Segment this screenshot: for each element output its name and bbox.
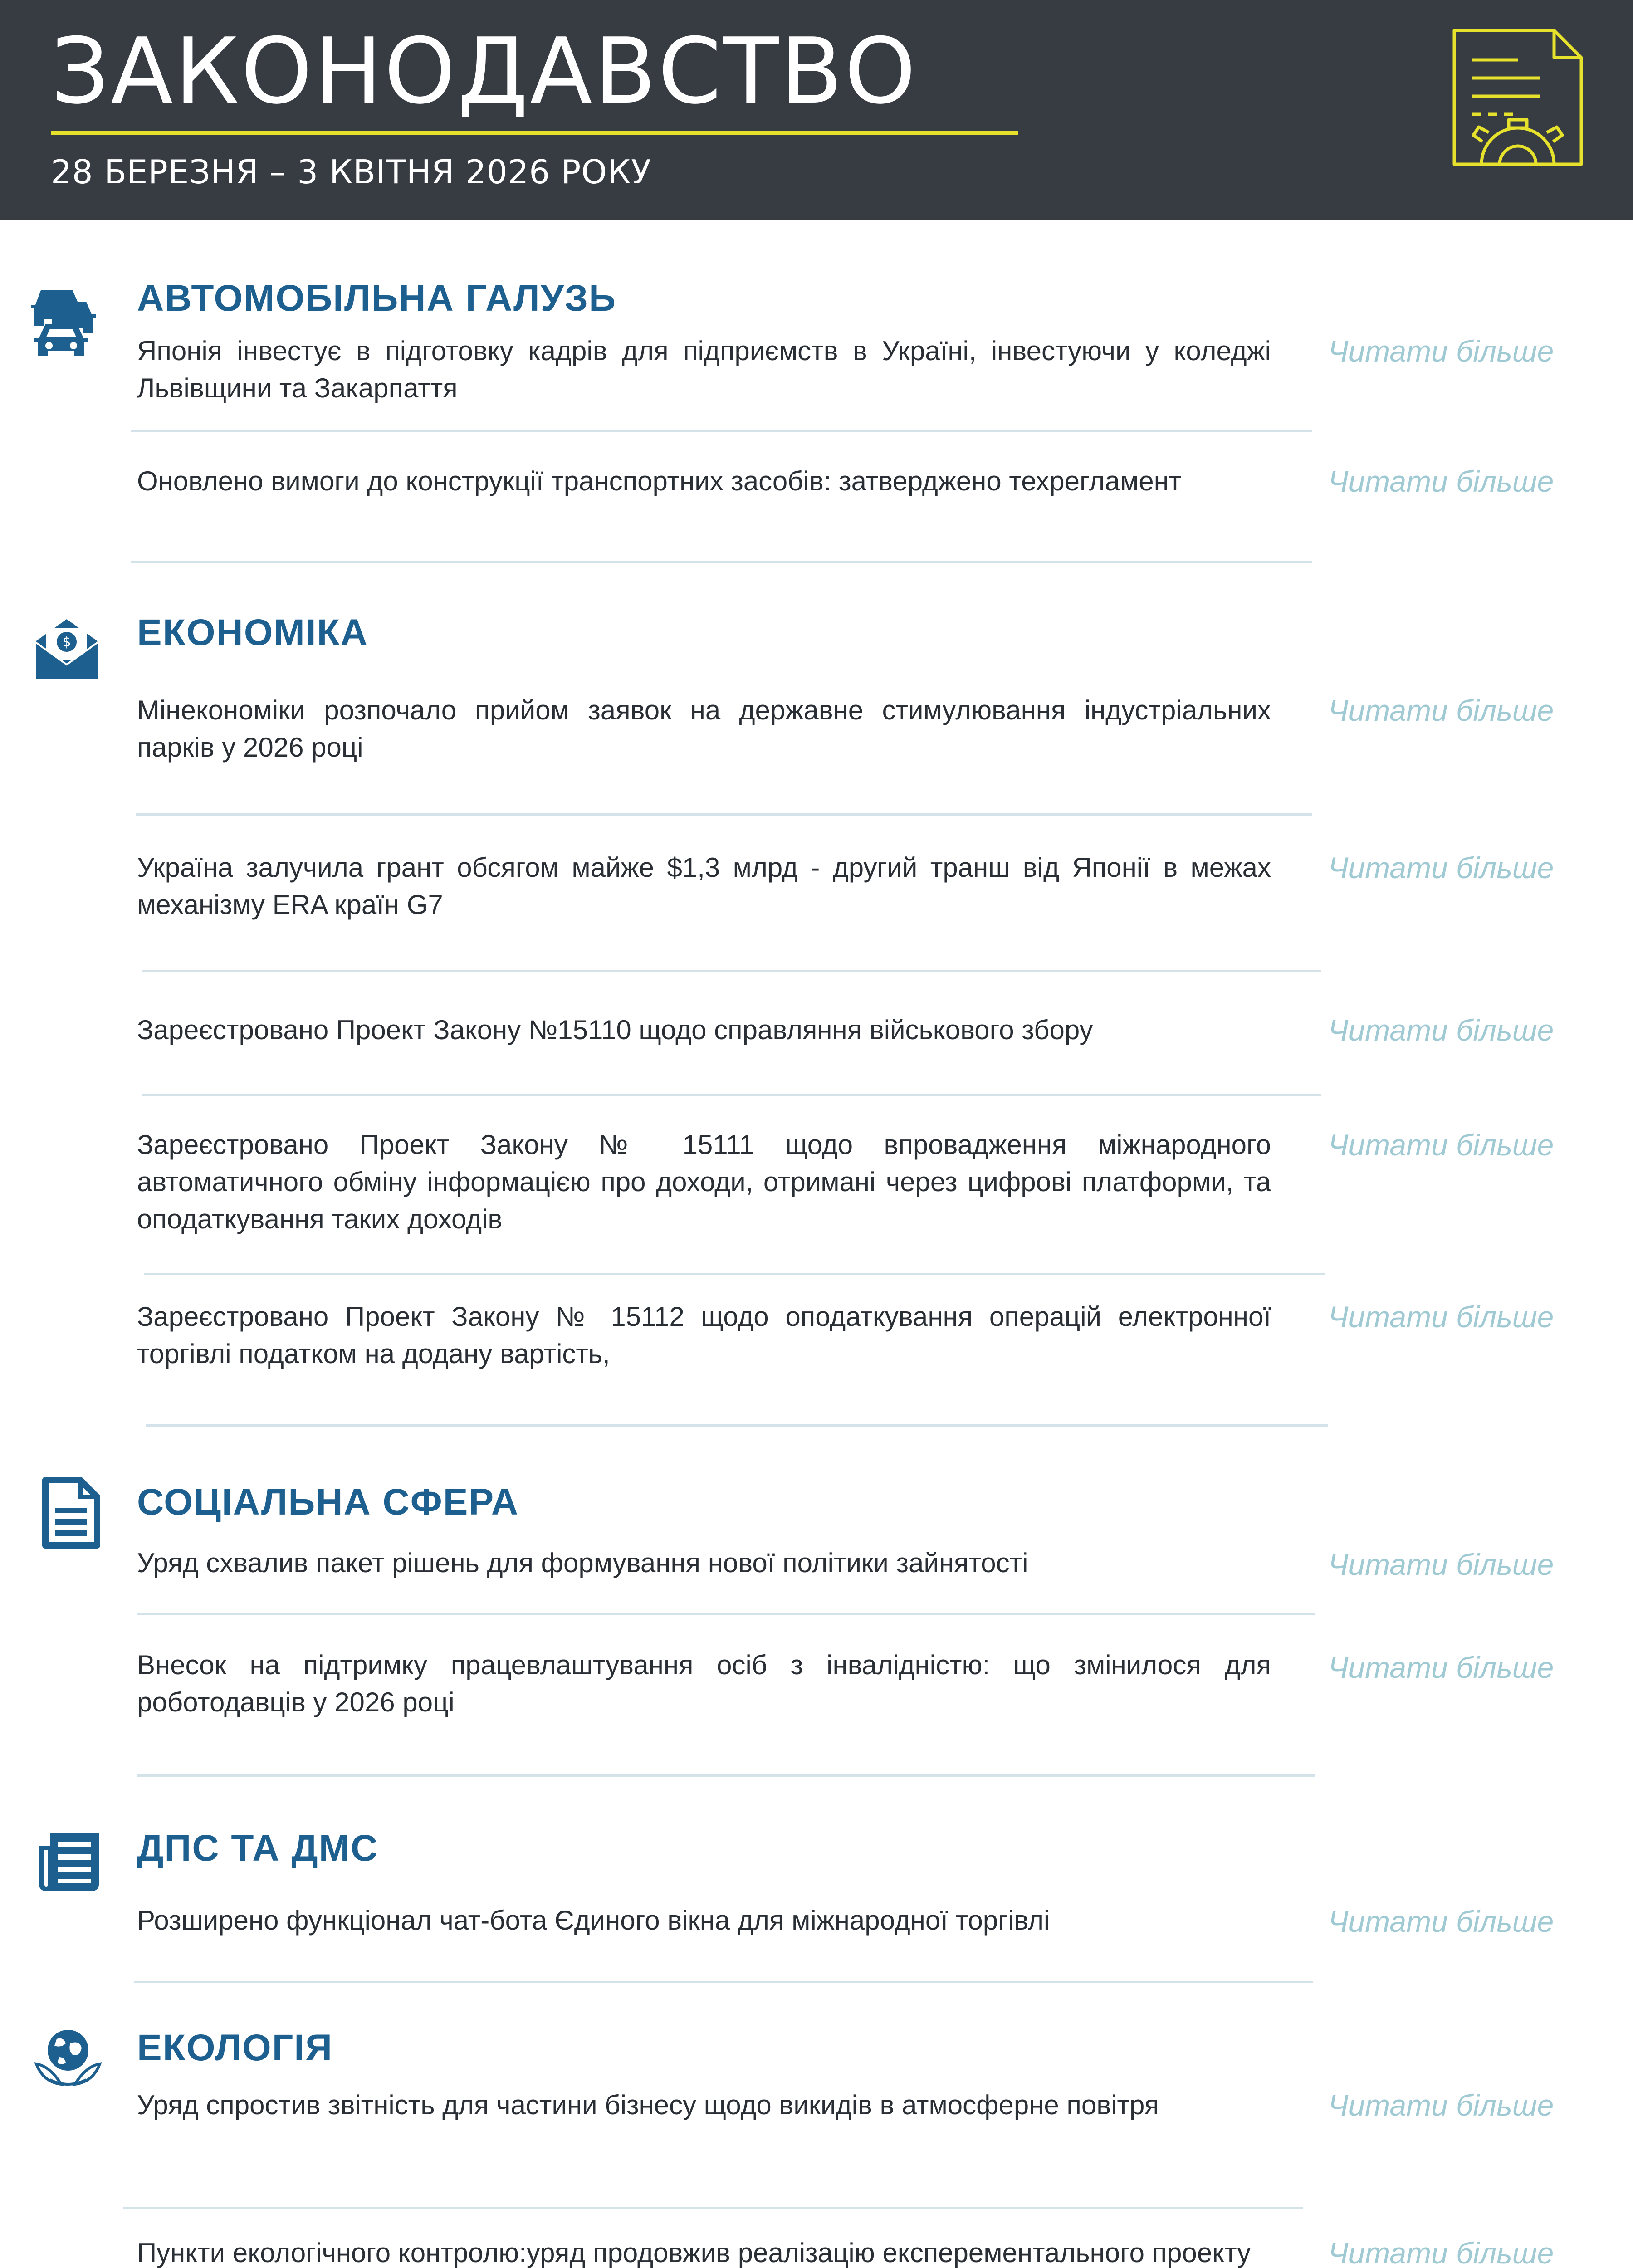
item-divider bbox=[123, 2207, 1303, 2209]
section-title-tax: ДПС ТА ДМС bbox=[137, 1828, 379, 1869]
news-item-text: Розширено функціонал чат-бота Єдиного вікна для міжнародної торгівлі bbox=[137, 1905, 1050, 1936]
read-more-link[interactable]: Читати більше bbox=[1328, 1300, 1554, 1334]
read-more-link[interactable]: Читати більше bbox=[1328, 1013, 1554, 1047]
news-item-text: Україна залучила грант обсягом майже $1,3 млрд - другий транш від Японії в межах механізму ERA країн G7 bbox=[137, 852, 1271, 920]
globe-leaves-icon bbox=[32, 2025, 104, 2093]
news-item-text: Зареєстровано Проект Закону №15110 щодо справляння військового збору bbox=[137, 1015, 1093, 1045]
money-envelope-icon bbox=[33, 615, 101, 683]
section-title-ecology: ЕКОЛОГІЯ bbox=[137, 2027, 333, 2068]
item-divider bbox=[137, 1613, 1315, 1615]
item-divider bbox=[131, 430, 1312, 432]
document-icon bbox=[42, 1476, 101, 1549]
document-gear-icon bbox=[1450, 28, 1586, 200]
news-item-text: Мінекономіки розпочало прийом заявок на державне стимулювання індустріальних парків у 2026 році bbox=[137, 695, 1271, 763]
read-more-link[interactable]: Читати більше bbox=[1328, 2088, 1554, 2122]
read-more-link[interactable]: Читати більше bbox=[1328, 694, 1554, 727]
read-more-link[interactable]: Читати більше bbox=[1328, 1651, 1554, 1684]
item-divider bbox=[146, 1424, 1328, 1427]
item-divider bbox=[136, 813, 1312, 816]
news-item-text: Уряд схвалив пакет рішень для формування нової політики зайнятості bbox=[137, 1548, 1028, 1578]
date-range: 28 БЕРЕЗНЯ – 3 КВІТНЯ 2026 РОКУ bbox=[51, 153, 652, 191]
read-more-link[interactable]: Читати більше bbox=[1328, 1128, 1554, 1162]
news-item-text: Зареєстровано Проект Закону № 15112 щодо оподаткування операцій електронної торгівлі податком на додану вартість, bbox=[137, 1301, 1271, 1369]
item-divider bbox=[144, 1273, 1325, 1275]
section-title-economy: ЕКОНОМІКА bbox=[137, 612, 368, 653]
item-divider bbox=[134, 1981, 1313, 1983]
title-underline bbox=[51, 131, 1018, 135]
news-item-text: Зареєстровано Проект Закону № 15111 щодо впровадження міжнародного автоматичного обміну інформацією про доходи, отримані через цифрові платформи, та оподаткування таких доходів bbox=[137, 1129, 1271, 1234]
item-divider bbox=[142, 970, 1321, 972]
news-item-text: Уряд спростив звітність для частини бізнесу щодо викидів в атмосферне повітря bbox=[137, 2090, 1159, 2120]
item-divider bbox=[131, 561, 1312, 563]
cars-icon bbox=[27, 281, 100, 358]
svg-text:$: $ bbox=[62, 634, 71, 650]
page-title: ЗАКОНОДАВСТВО bbox=[51, 19, 918, 124]
read-more-link[interactable]: Читати більше bbox=[1328, 2236, 1554, 2268]
read-more-link[interactable]: Читати більше bbox=[1328, 334, 1554, 368]
news-item-text: Оновлено вимоги до конструкції транспортних засобів: затверджено техрегламент bbox=[137, 466, 1182, 496]
read-more-link[interactable]: Читати більше bbox=[1328, 1548, 1554, 1581]
section-title-social: СОЦІАЛЬНА СФЕРА bbox=[137, 1481, 519, 1523]
item-divider bbox=[137, 1774, 1315, 1777]
news-item-text: Японія інвестує в підготовку кадрів для підприємств в Україні, інвестуючи у коледжі Львівщини та Закарпаття bbox=[137, 336, 1271, 403]
read-more-link[interactable]: Читати більше bbox=[1328, 851, 1554, 885]
news-item-text: Внесок на підтримку працевлаштування осіб з інвалідністю: що змінилося для роботодавців у 2026 році bbox=[137, 1650, 1271, 1717]
newspaper-icon bbox=[36, 1828, 102, 1894]
item-divider bbox=[142, 1094, 1321, 1096]
read-more-link[interactable]: Читати більше bbox=[1328, 464, 1554, 498]
news-item-text: Пункти екологічного контролю:уряд продовжив реалізацію експерементального проекту bbox=[137, 2238, 1251, 2268]
section-title-auto: АВТОМОБІЛЬНА ГАЛУЗЬ bbox=[137, 278, 617, 319]
read-more-link[interactable]: Читати більше bbox=[1328, 1905, 1554, 1938]
